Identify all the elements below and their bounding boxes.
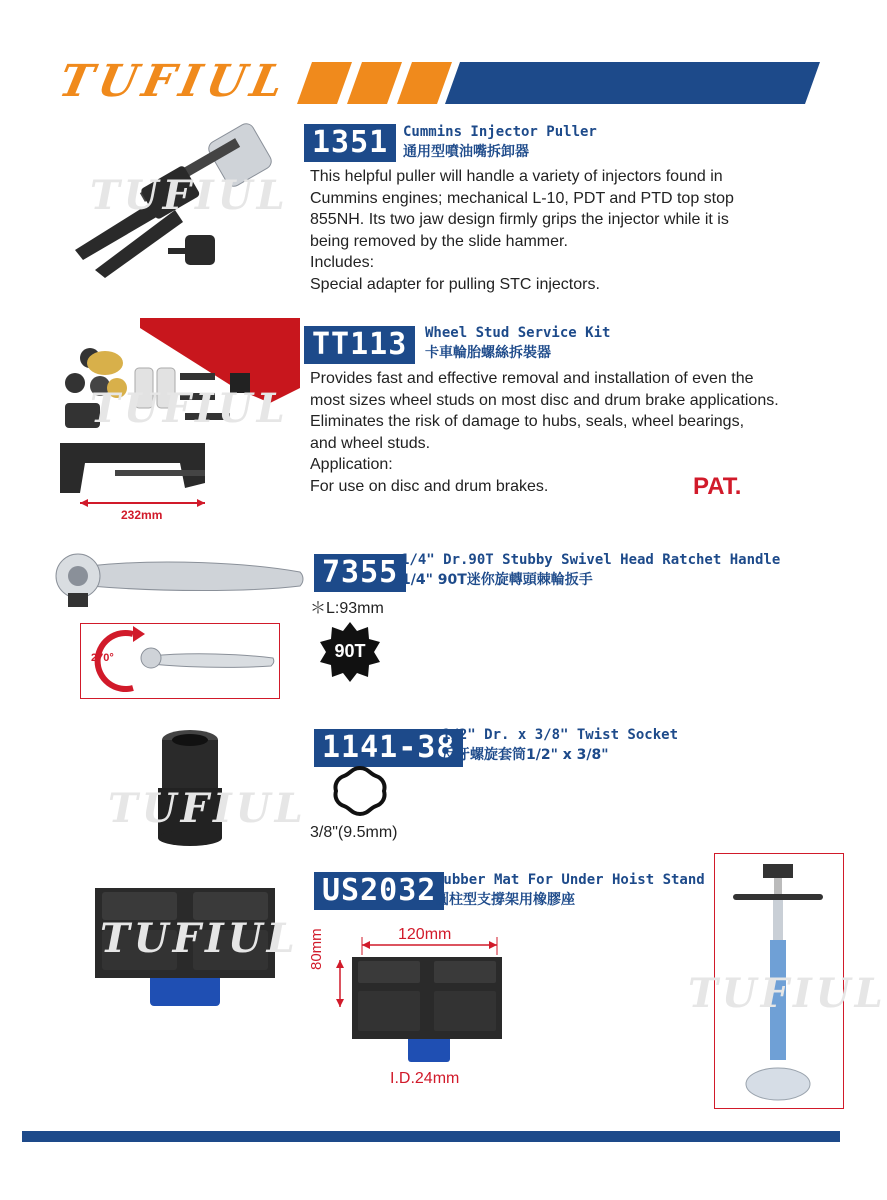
product-title-zh: 卡車輪胎螺絲拆裝器 <box>425 345 551 361</box>
dimension-label: 232mm <box>121 508 163 522</box>
teeth-count-badge: 90T <box>320 622 380 682</box>
product-title-zh: 反牙螺旋套筒1/2" x 3/8" <box>442 747 609 763</box>
footer-bar <box>22 1131 840 1142</box>
product-title-en: 1/4" Dr.90T Stubby Swivel Head Ratchet Handle <box>401 552 781 568</box>
product-description: Provides fast and effective removal and installation of even the most sizes wheel studs on most disc and drum brake applications. Eliminates the risk of damage to hubs, seals, wheel bearings, and wheel studs. Application: For use on disc and drum brakes. <box>310 370 779 495</box>
product-title-en: Cummins Injector Puller <box>403 124 597 140</box>
product-title-en: Rubber Mat For Under Hoist Stand <box>435 872 705 888</box>
mat-inner-diameter-label: I.D.24mm <box>390 1070 460 1087</box>
brand-watermark: TUFIUL <box>108 785 307 832</box>
product-code-tt113: TT113 <box>304 326 415 364</box>
ratchet-handle-image <box>50 548 305 613</box>
product-title-zh: 通用型噴油嘴拆卸器 <box>403 144 529 160</box>
rubber-mat-dimension-diagram <box>310 925 525 1065</box>
mat-height-label: 80mm <box>308 928 325 970</box>
socket-profile-icon <box>330 766 390 816</box>
brand-watermark: TUFIUL <box>688 970 887 1017</box>
product-spec: 3/8"(9.5mm) <box>310 824 398 841</box>
product-code-1351: 1351 <box>304 124 396 162</box>
product-title-en: 1/2" Dr. x 3/8" Twist Socket <box>442 727 679 743</box>
product-title-zh: 1/4" 90T迷你旋轉頭棘輪扳手 <box>401 572 593 588</box>
product-title-en: Wheel Stud Service Kit <box>425 325 611 341</box>
product-code-1141-38: 1141-38 <box>314 729 463 767</box>
patent-badge: PAT. <box>693 473 742 500</box>
product-description: This helpful puller will handle a variety of injectors found in Cummins engines; mechanical L-10, PDT and PTD top stop 855NH. Its two jaw design firmly grips the injector while it is being removed by the slide hammer. Includes: Special adapter for pulling STC injectors. <box>310 168 734 293</box>
product-code-us2032: US2032 <box>314 872 444 910</box>
mat-width-label: 120mm <box>398 926 452 943</box>
brand-watermark: TUFIUL <box>90 172 289 219</box>
swivel-detail-box <box>80 623 280 699</box>
header-stripe-bar <box>300 62 820 104</box>
brand-watermark: TUFIUL <box>90 385 289 432</box>
swivel-angle-label: 270° <box>91 652 114 664</box>
product-title-zh: 圓柱型支撐架用橡膠座 <box>435 892 575 908</box>
brand-logo: TUFIUL <box>54 56 294 107</box>
brand-watermark: TUFIUL <box>100 915 299 962</box>
product-spec: ＊L:93mm <box>310 600 384 617</box>
product-code-7355: 7355 <box>314 554 406 592</box>
